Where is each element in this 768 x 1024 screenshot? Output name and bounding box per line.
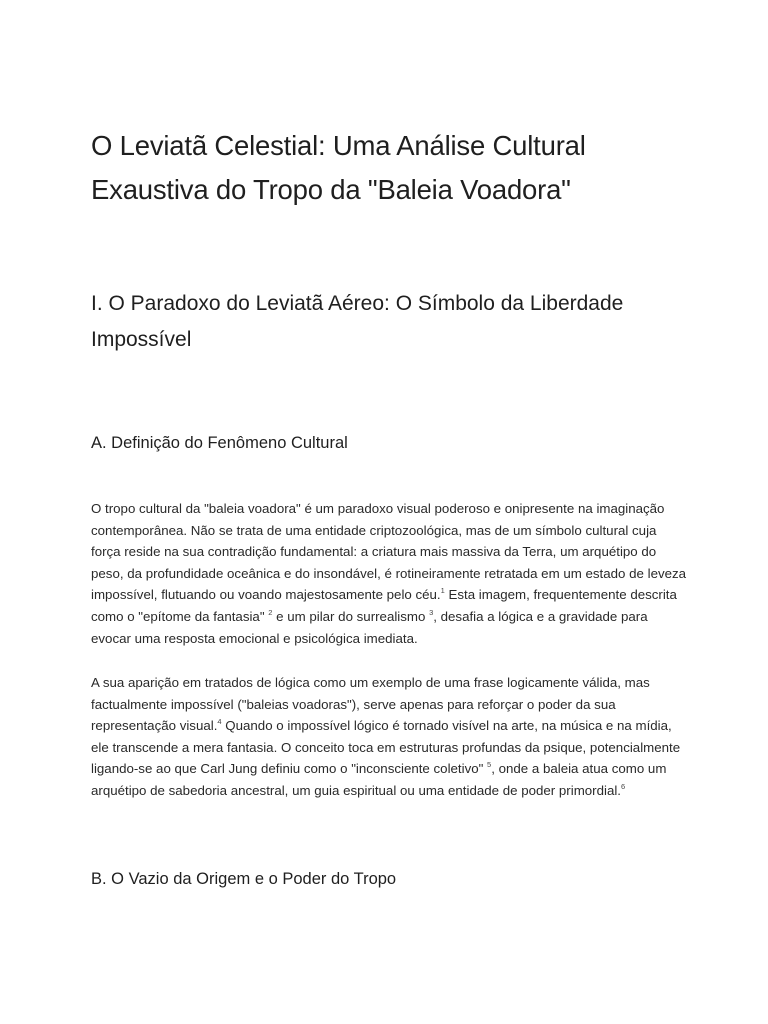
footnote-ref-4[interactable]: 4 — [217, 717, 222, 727]
paragraph-2-text-1: A sua aparição em tratados de lógica como um exemplo de uma frase logicamente válida, mas factualmente impossível ("baleias voadoras"), serve apenas para reforçar o poder da sua representação visual. — [91, 675, 650, 734]
footnote-ref-5[interactable]: 5 — [487, 760, 492, 770]
paragraph-1-text-1: O tropo cultural da "baleia voadora" é um paradoxo visual poderoso e onipresente na imaginação contemporânea. Não se trata de uma entidade criptozoológica, mas de um símbolo cultural cuja força reside na sua contradição fundamental: a criatura mais massiva da Terra, um arquétipo do peso, da profundidade oceânica e do insondável, é rotineiramente retratada em um estado de leveza impossível, flutuando ou voando majestosamente pelo céu. — [91, 501, 687, 603]
paragraph-2-text-3: , onde a baleia atua como um arquétipo de sabedoria ancestral, um guia espiritual ou uma entidade de poder primordial. — [91, 761, 667, 798]
subsection-heading-a: A. Definição do Fenômeno Cultural — [91, 434, 348, 452]
footnote-ref-3[interactable]: 3 — [429, 607, 434, 617]
document-title: O Leviatã Celestial: Uma Análise Cultural Exaustiva do Tropo da "Baleia Voadora" — [91, 130, 586, 205]
subsection-heading-b: B. O Vazio da Origem e o Poder do Tropo — [91, 870, 397, 888]
paragraph-2 — [91, 672, 687, 802]
paragraph-1 — [91, 498, 687, 649]
paragraph-1-text-2: Esta imagem, frequentemente descrita como o "epítome da fantasia" — [91, 587, 677, 624]
footnote-ref-2[interactable]: 2 — [268, 607, 273, 617]
footnote-ref-1[interactable]: 1 — [440, 586, 445, 596]
footnote-ref-6[interactable]: 6 — [621, 781, 626, 791]
section-heading-1: I. O Paradoxo do Leviatã Aéreo: O Símbolo da Liberdade Impossível — [91, 292, 624, 351]
paragraph-1-text-3: e um pilar do surrealismo — [272, 608, 430, 624]
paragraph-2-text-2: Quando o impossível lógico é tornado visível na arte, na música e na mídia, ele transcende a mera fantasia. O conceito toca em estruturas profundas da psique, potencialmente ligando-se ao que Carl Jung definiu como o "inconsciente coletivo" — [91, 718, 681, 777]
paragraph-1-text-4: , desafia a lógica e a gravidade para evocar uma resposta emocional e psicológica imediata. — [91, 608, 648, 646]
